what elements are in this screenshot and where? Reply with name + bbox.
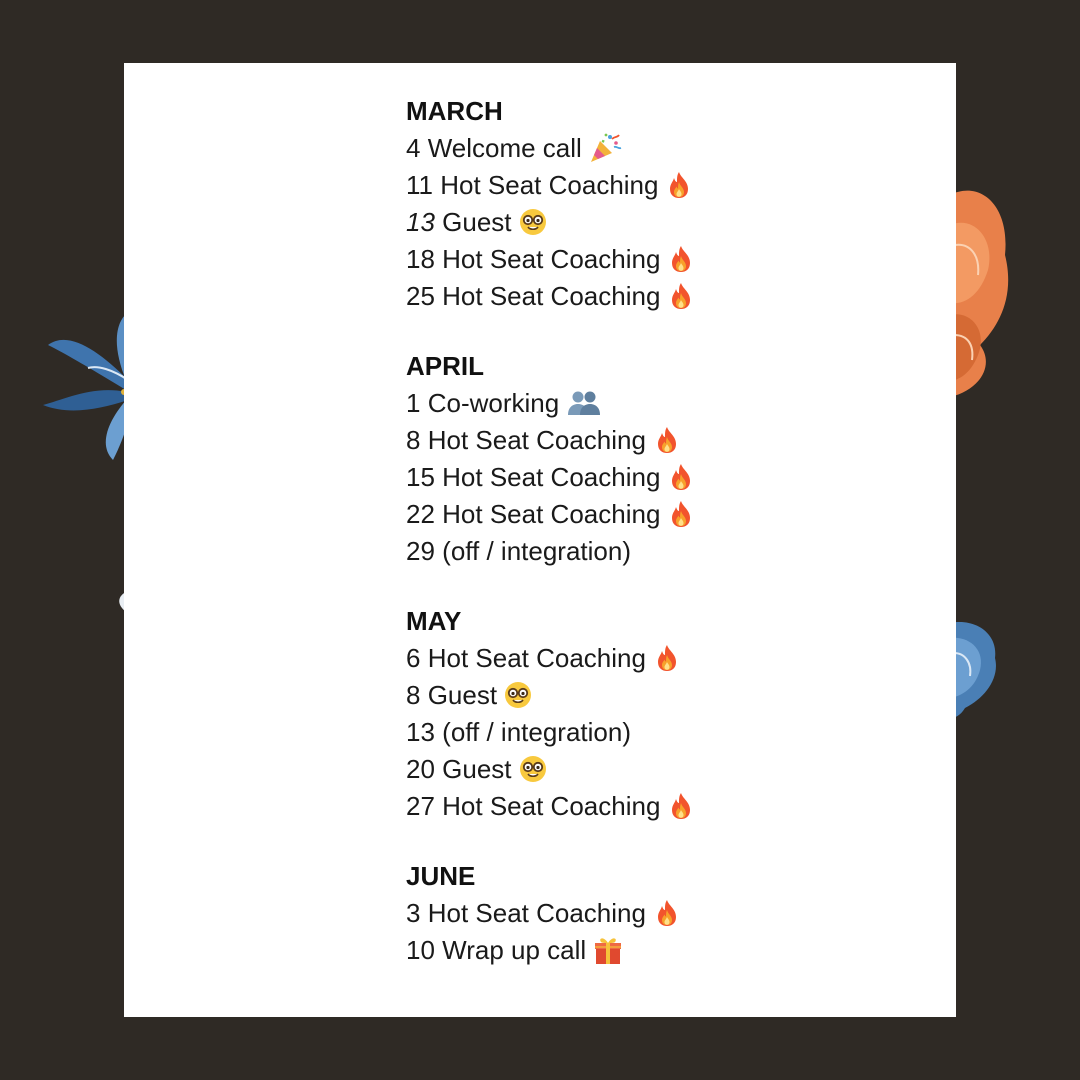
schedule-item-label: Hot Seat Coaching: [427, 425, 646, 455]
fire-icon: [652, 898, 682, 928]
schedule-item-label: Hot Seat Coaching: [442, 244, 661, 274]
schedule-item: [406, 459, 926, 496]
fire-icon: [666, 462, 696, 492]
month-title: APRIL: [406, 351, 484, 381]
schedule-card: [124, 63, 956, 1017]
fire-icon: [666, 791, 696, 821]
schedule-item-label: Hot Seat Coaching: [440, 170, 659, 200]
schedule-item-date: 11: [406, 170, 433, 200]
schedule-item: [406, 533, 926, 570]
schedule-item: [406, 496, 926, 533]
schedule-item-date: 22: [406, 499, 435, 529]
schedule-item: [406, 167, 926, 204]
schedule-item-date: 4: [406, 133, 421, 163]
schedule-item: [406, 788, 926, 825]
schedule-item-date: 25: [406, 281, 435, 311]
schedule-item-date: 18: [406, 244, 435, 274]
schedule-item-label: Hot Seat Coaching: [427, 898, 646, 928]
fire-icon: [652, 643, 682, 673]
schedule-item-label: Wrap up call: [442, 935, 587, 965]
fire-icon: [666, 281, 696, 311]
schedule-item: [406, 422, 926, 459]
schedule-item: [406, 130, 926, 167]
nerd-face-icon: [518, 207, 548, 237]
month-section-may: [406, 603, 926, 825]
blue-lily-flower-left: [38, 310, 138, 460]
schedule-item-date: 8: [406, 680, 421, 710]
schedule-item: [406, 278, 926, 315]
month-title: JUNE: [406, 861, 476, 891]
nerd-face-icon: [518, 754, 548, 784]
schedule-item-date: 15: [406, 462, 435, 492]
month-title: MAY: [406, 606, 462, 636]
schedule-item-date: 1: [406, 388, 421, 418]
month-section-june: [406, 858, 926, 969]
schedule-item-label: Guest: [442, 207, 512, 237]
schedule-item-label: (off / integration): [442, 536, 631, 566]
month-section-april: [406, 348, 926, 570]
orange-rose-flower-right: [950, 185, 1020, 400]
fire-icon: [664, 170, 694, 200]
schedule-item: [406, 204, 926, 241]
schedule-list: [406, 93, 926, 1002]
people-icon: [565, 388, 603, 418]
blue-flower-right: [950, 618, 1002, 720]
schedule-item-date: 3: [406, 898, 421, 928]
schedule-item-label: Co-working: [427, 388, 560, 418]
schedule-item-date: 27: [406, 791, 435, 821]
schedule-item: [406, 895, 926, 932]
schedule-item-label: Welcome call: [427, 133, 582, 163]
month-title: MARCH: [406, 96, 503, 126]
nerd-face-icon: [503, 680, 533, 710]
schedule-item: [406, 640, 926, 677]
schedule-item-date: 29: [406, 536, 435, 566]
fire-icon: [652, 425, 682, 455]
schedule-item: [406, 385, 926, 422]
schedule-item-label: Hot Seat Coaching: [442, 499, 661, 529]
schedule-item-date: 8: [406, 425, 421, 455]
month-section-march: [406, 93, 926, 315]
gift-icon: [592, 934, 624, 966]
schedule-item: [406, 714, 926, 751]
schedule-item-date: 6: [406, 643, 421, 673]
schedule-item-date: 20: [406, 754, 435, 784]
schedule-item-label: Hot Seat Coaching: [427, 643, 646, 673]
schedule-item-date: 13: [406, 717, 435, 747]
schedule-item-label: Guest: [427, 680, 498, 710]
fire-icon: [666, 499, 696, 529]
schedule-item-label: (off / integration): [442, 717, 631, 747]
schedule-item: [406, 241, 926, 278]
schedule-item-label: Hot Seat Coaching: [442, 281, 661, 311]
schedule-item-date: 13: [406, 207, 435, 237]
schedule-item: [406, 932, 926, 969]
schedule-item: [406, 677, 926, 714]
schedule-item-label: Hot Seat Coaching: [442, 462, 661, 492]
party-popper-icon: [588, 131, 622, 165]
schedule-item: [406, 751, 926, 788]
schedule-item-label: Guest: [442, 754, 512, 784]
schedule-item-label: Hot Seat Coaching: [442, 791, 661, 821]
schedule-item-date: 10: [406, 935, 435, 965]
fire-icon: [666, 244, 696, 274]
